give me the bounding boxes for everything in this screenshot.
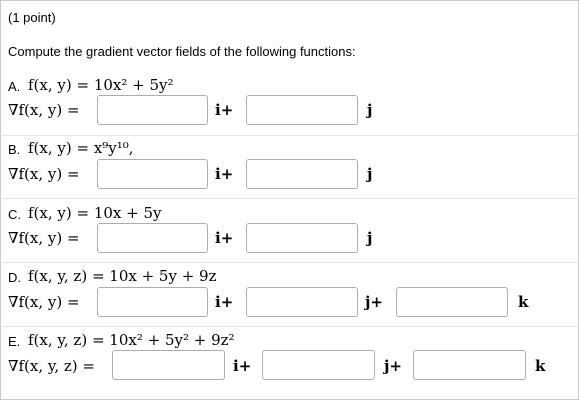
part-e-i-input[interactable] xyxy=(112,350,225,380)
separator xyxy=(0,135,579,136)
part-b-function: f(x, y) = x⁹y¹⁰, xyxy=(28,139,134,157)
part-a-i-unit: i+ xyxy=(215,101,234,119)
part-e-gradient-label: ∇f(x, y, z) = xyxy=(8,357,95,375)
part-b-j-input[interactable] xyxy=(246,159,358,189)
part-b-letter: B. xyxy=(8,142,21,157)
part-d-j-input[interactable] xyxy=(246,287,358,317)
part-b-i-unit: i+ xyxy=(215,165,234,183)
part-d-k-input[interactable] xyxy=(396,287,508,317)
part-c-letter: C. xyxy=(8,207,21,222)
part-a-i-input[interactable] xyxy=(97,95,208,125)
part-a-letter: A. xyxy=(8,79,21,94)
part-c-gradient-label: ∇f(x, y) = xyxy=(8,229,80,247)
part-d-k-unit: k xyxy=(518,293,529,311)
part-b-i-input[interactable] xyxy=(97,159,208,189)
part-e-i-unit: i+ xyxy=(233,357,252,375)
instructions-text: Compute the gradient vector fields of the following functions: xyxy=(8,44,356,59)
part-c-j-unit: j xyxy=(367,229,373,247)
part-c-function: f(x, y) = 10x + 5y xyxy=(28,204,162,222)
separator xyxy=(0,198,579,199)
part-e-k-unit: k xyxy=(535,357,546,375)
part-e-k-input[interactable] xyxy=(413,350,526,380)
separator xyxy=(0,262,579,263)
separator xyxy=(0,326,579,327)
part-d-j-unit: j+ xyxy=(365,293,383,311)
part-d-function: f(x, y, z) = 10x + 5y + 9z xyxy=(28,267,217,285)
part-e-j-input[interactable] xyxy=(262,350,375,380)
part-c-i-unit: i+ xyxy=(215,229,234,247)
part-c-i-input[interactable] xyxy=(97,223,208,253)
part-a-j-unit: j xyxy=(367,101,373,119)
part-e-letter: E. xyxy=(8,334,21,349)
part-e-j-unit: j+ xyxy=(384,357,402,375)
part-e-function: f(x, y, z) = 10x² + 5y² + 9z² xyxy=(28,331,235,349)
part-d-letter: D. xyxy=(8,270,21,285)
points-label: (1 point) xyxy=(8,10,56,25)
part-b-gradient-label: ∇f(x, y) = xyxy=(8,165,80,183)
part-d-i-input[interactable] xyxy=(97,287,208,317)
part-c-j-input[interactable] xyxy=(246,223,358,253)
part-d-gradient-label: ∇f(x, y) = xyxy=(8,293,80,311)
part-a-j-input[interactable] xyxy=(246,95,358,125)
part-a-gradient-label: ∇f(x, y) = xyxy=(8,101,80,119)
part-d-i-unit: i+ xyxy=(215,293,234,311)
part-b-j-unit: j xyxy=(367,165,373,183)
part-a-function: f(x, y) = 10x² + 5y² xyxy=(28,76,174,94)
